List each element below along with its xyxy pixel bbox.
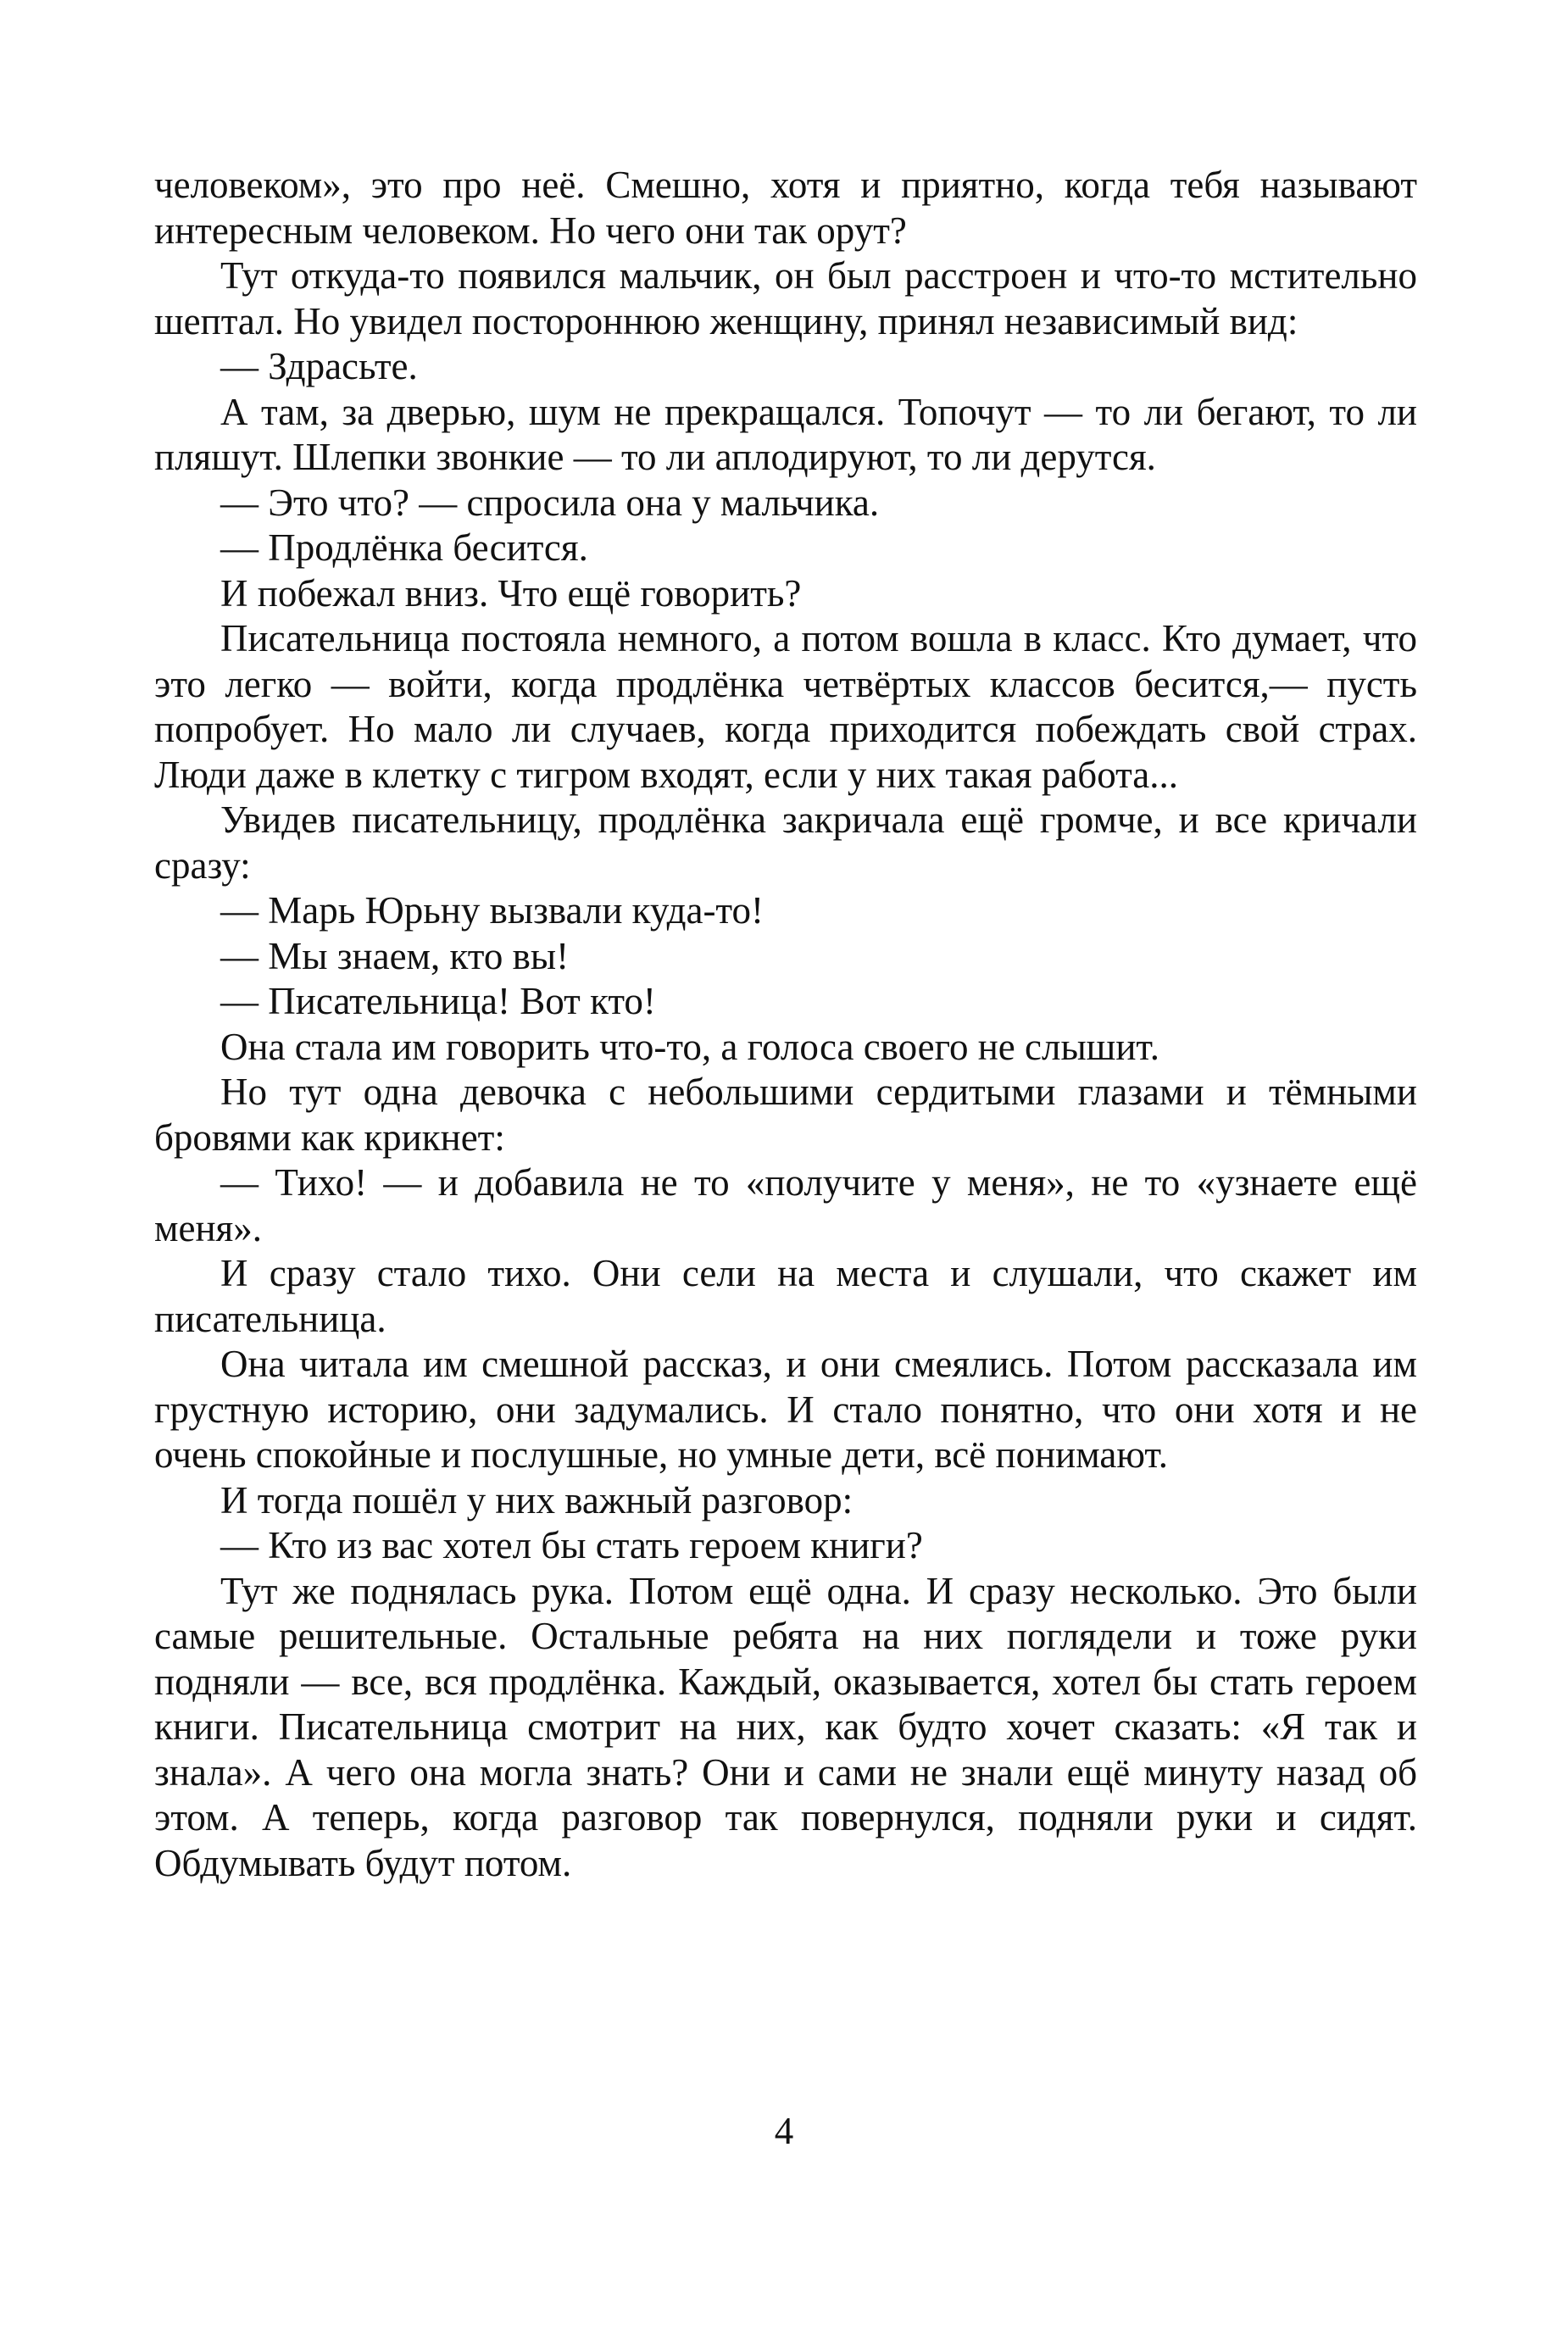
dialogue-line: — Марь Юрьну вызвали куда-то! [220, 889, 764, 932]
paragraph-18: И тогда пошёл у них важный разговор: [220, 1478, 854, 1522]
dialogue-line: — Кто из вас хотел бы стать героем книги? [220, 1524, 923, 1566]
dialogue-line: — Тихо! — и добавила не то «получите у меня», не то «узнаете ещё меня». [154, 1161, 1417, 1249]
dialogue-line: — Здрасьте. [220, 345, 418, 387]
paragraph-1: человеком», это про неё. Смешно, хотя и приятно, когда тебя называют интересным человеком. Но чего они так орут? [154, 164, 1417, 252]
paragraph-2: Тут откуда-то появился мальчик, он был расстроен и что-то мстительно шептал. Но увидел постороннюю женщину, принял независимый вид: [154, 254, 1417, 342]
dialogue-line: — Это что? — спросила она у мальчика. [220, 481, 880, 524]
paragraph-4: А там, за дверью, шум не прекращался. Топочут — то ли бегают, то ли пляшут. Шлепки звонкие — то ли аплодируют, то ли дерутся. [154, 390, 1417, 478]
dialogue-line: — Писательница! Вот кто! [220, 980, 656, 1022]
paragraph-9: Увидев писательницу, продлёнка закричала ещё громче, и все кричали сразу: [154, 798, 1417, 887]
dialogue-line: — Мы знаем, кто вы! [220, 934, 570, 977]
paragraph-13: Она стала им говорить что-то, а голоса своего не слышит. [220, 1025, 1159, 1068]
paragraph-8: Писательница постояла немного, а потом вошла в класс. Кто думает, что это легко — войти, когда продлёнка четвёртых классов бесится,— пусть попробует. Но мало ли случаев, когда приходится побеждать свой страх. Люди даже в клетку с тигром входят, если у них такая работа... [154, 617, 1417, 796]
paragraph-17: Она читала им смешной рассказ, и они смеялись. Потом рассказала им грустную историю, они задумались. И стало понятно, что они хотя и не очень спокойные и послушные, но умные дети, всё понимают. [154, 1343, 1417, 1476]
paragraph-16: И сразу стало тихо. Они сели на места и слушали, что скажет им писательница. [154, 1252, 1417, 1340]
page-text [154, 163, 1417, 1886]
paragraph-7: И побежал вниз. Что ещё говорить? [220, 571, 802, 615]
page-number: 4 [774, 2110, 794, 2152]
paragraph-14: Но тут одна девочка с небольшими сердитыми глазами и тёмными бровями как крикнет: [154, 1071, 1417, 1159]
dialogue-line: — Продлёнка бесится. [220, 526, 588, 569]
paragraph-20: Тут же поднялась рука. Потом ещё одна. И сразу несколько. Это были самые решительные. Остальные ребята на них поглядели и тоже руки подняли — все, вся продлёнка. Каждый, оказывается, хотел бы стать героем книги. Писательница смотрит на них, как будто хочет сказать: «Я так и знала». А чего она могла знать? Они и сами не знали ещё минуту назад об этом. А теперь, когда разговор так повернулся, подняли руки и сидят. Обдумывать будут потом. [154, 1569, 1417, 1884]
